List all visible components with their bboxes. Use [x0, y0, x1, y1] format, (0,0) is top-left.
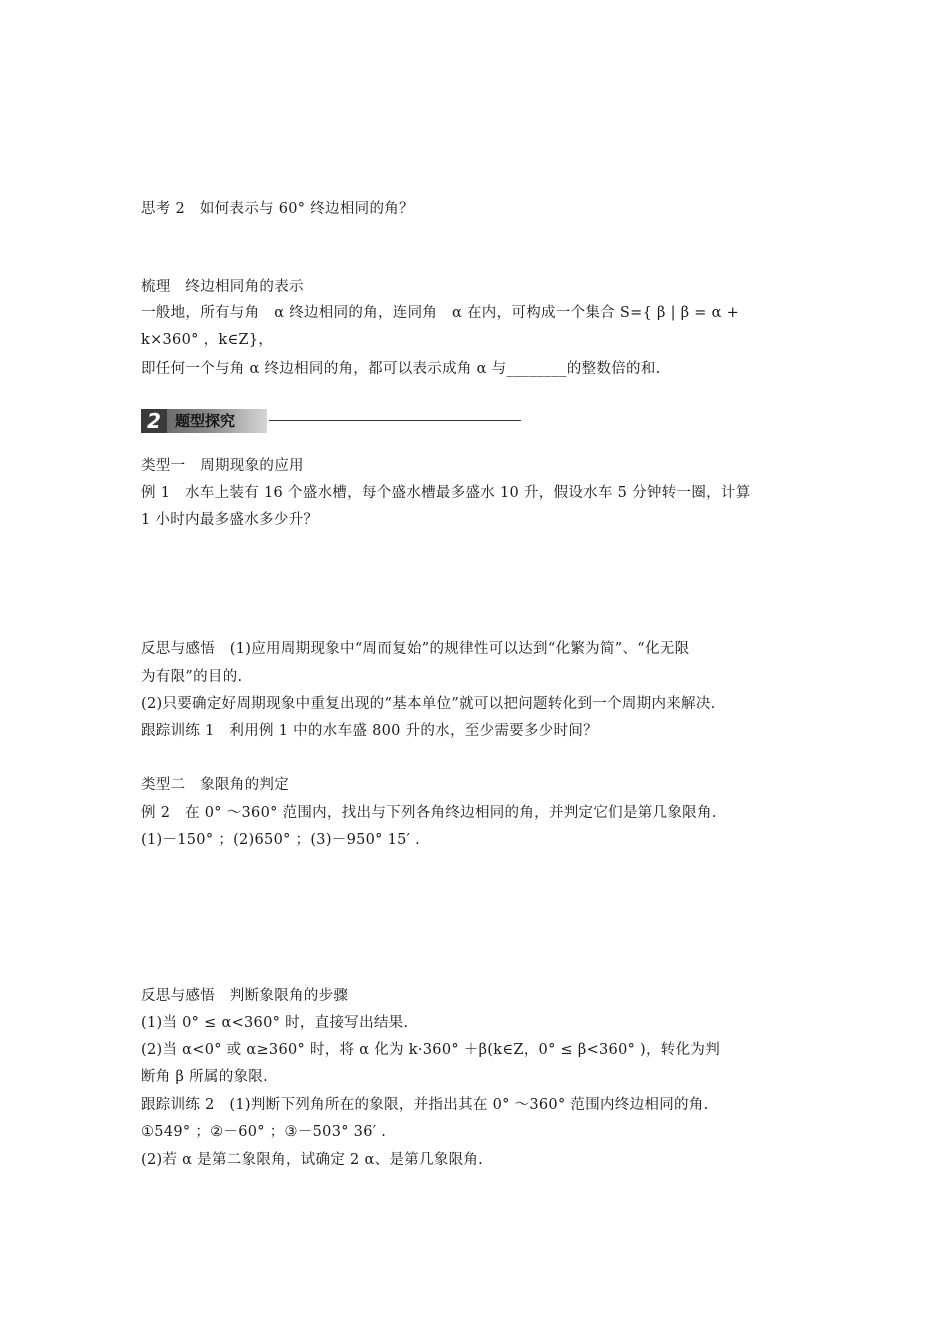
- reflection1-line-1: 反思与感悟 (1)应用周期现象中“周而复始”的规律性可以达到“化繁为简”、“化无限: [141, 641, 690, 657]
- example1-line-1: 例 1 水车上装有 16 个盛水槽，每个盛水槽最多盛水 10 升，假设水车 5 分钟转一圈，计算: [141, 485, 751, 501]
- section-title: 题型探究: [175, 412, 236, 430]
- track-exercise-2-line-1: 跟踪训练 2 (1)判断下列角所在的象限，并指出其在 0° ～360° 范围内终边相同的角.: [141, 1097, 709, 1113]
- summary-title: 梳理 终边相同角的表示: [141, 279, 304, 295]
- track-exercise-1: 跟踪训练 1 利用例 1 中的水车盛 800 升的水，至少需要多少时间？: [141, 723, 598, 739]
- reflection2-line-4: 断角 β 所属的象限.: [141, 1069, 269, 1085]
- summary-line-2: k×360° ，k∈Z}，: [141, 332, 274, 348]
- reflection2-line-1: 反思与感悟 判断象限角的步骤: [141, 988, 349, 1004]
- reflection2-line-2: (1)当 0° ≤ α<360° 时，直接写出结果.: [141, 1015, 409, 1031]
- type2-title: 类型二 象限角的判定: [141, 777, 289, 793]
- example1-line-2: 1 小时内最多盛水多少升？: [141, 512, 319, 528]
- think-question-2: 思考 2 如何表示与 60° 终边相同的角？: [141, 201, 414, 217]
- summary-line-3: 即任何一个与角 α 终边相同的角，都可以表示成角 α 与________的整数倍的和.: [141, 361, 661, 377]
- track-exercise-2-line-2: ①549° ；②－60° ；③－503° 36′ .: [141, 1124, 387, 1140]
- reflection2-line-3: (2)当 α<0° 或 α≥360° 时，将 α 化为 k·360° ＋β(k∈Z，0° ≤ β<360° )，转化为判: [141, 1042, 721, 1058]
- summary-line-1: 一般地，所有与角 α 终边相同的角，连同角 α 在内，可构成一个集合 S={ β | β = α +: [141, 305, 740, 321]
- type1-title: 类型一 周期现象的应用: [141, 458, 304, 474]
- section-number: 2: [141, 409, 167, 433]
- section-rule: [269, 420, 521, 421]
- reflection1-line-2: 为有限”的目的.: [141, 669, 243, 685]
- track-exercise-2-line-3: (2)若 α 是第二象限角，试确定 2 α、是第几象限角.: [141, 1152, 484, 1168]
- example2-line-2: (1)－150° ；(2)650° ；(3)－950° 15′ .: [141, 832, 421, 848]
- section-header: [141, 409, 521, 433]
- reflection1-line-3: (2)只要确定好周期现象中重复出现的“基本单位”就可以把问题转化到一个周期内来解决.: [141, 696, 716, 712]
- example2-line-1: 例 2 在 0° ～360° 范围内，找出与下列各角终边相同的角，并判定它们是第几象限角.: [141, 805, 717, 821]
